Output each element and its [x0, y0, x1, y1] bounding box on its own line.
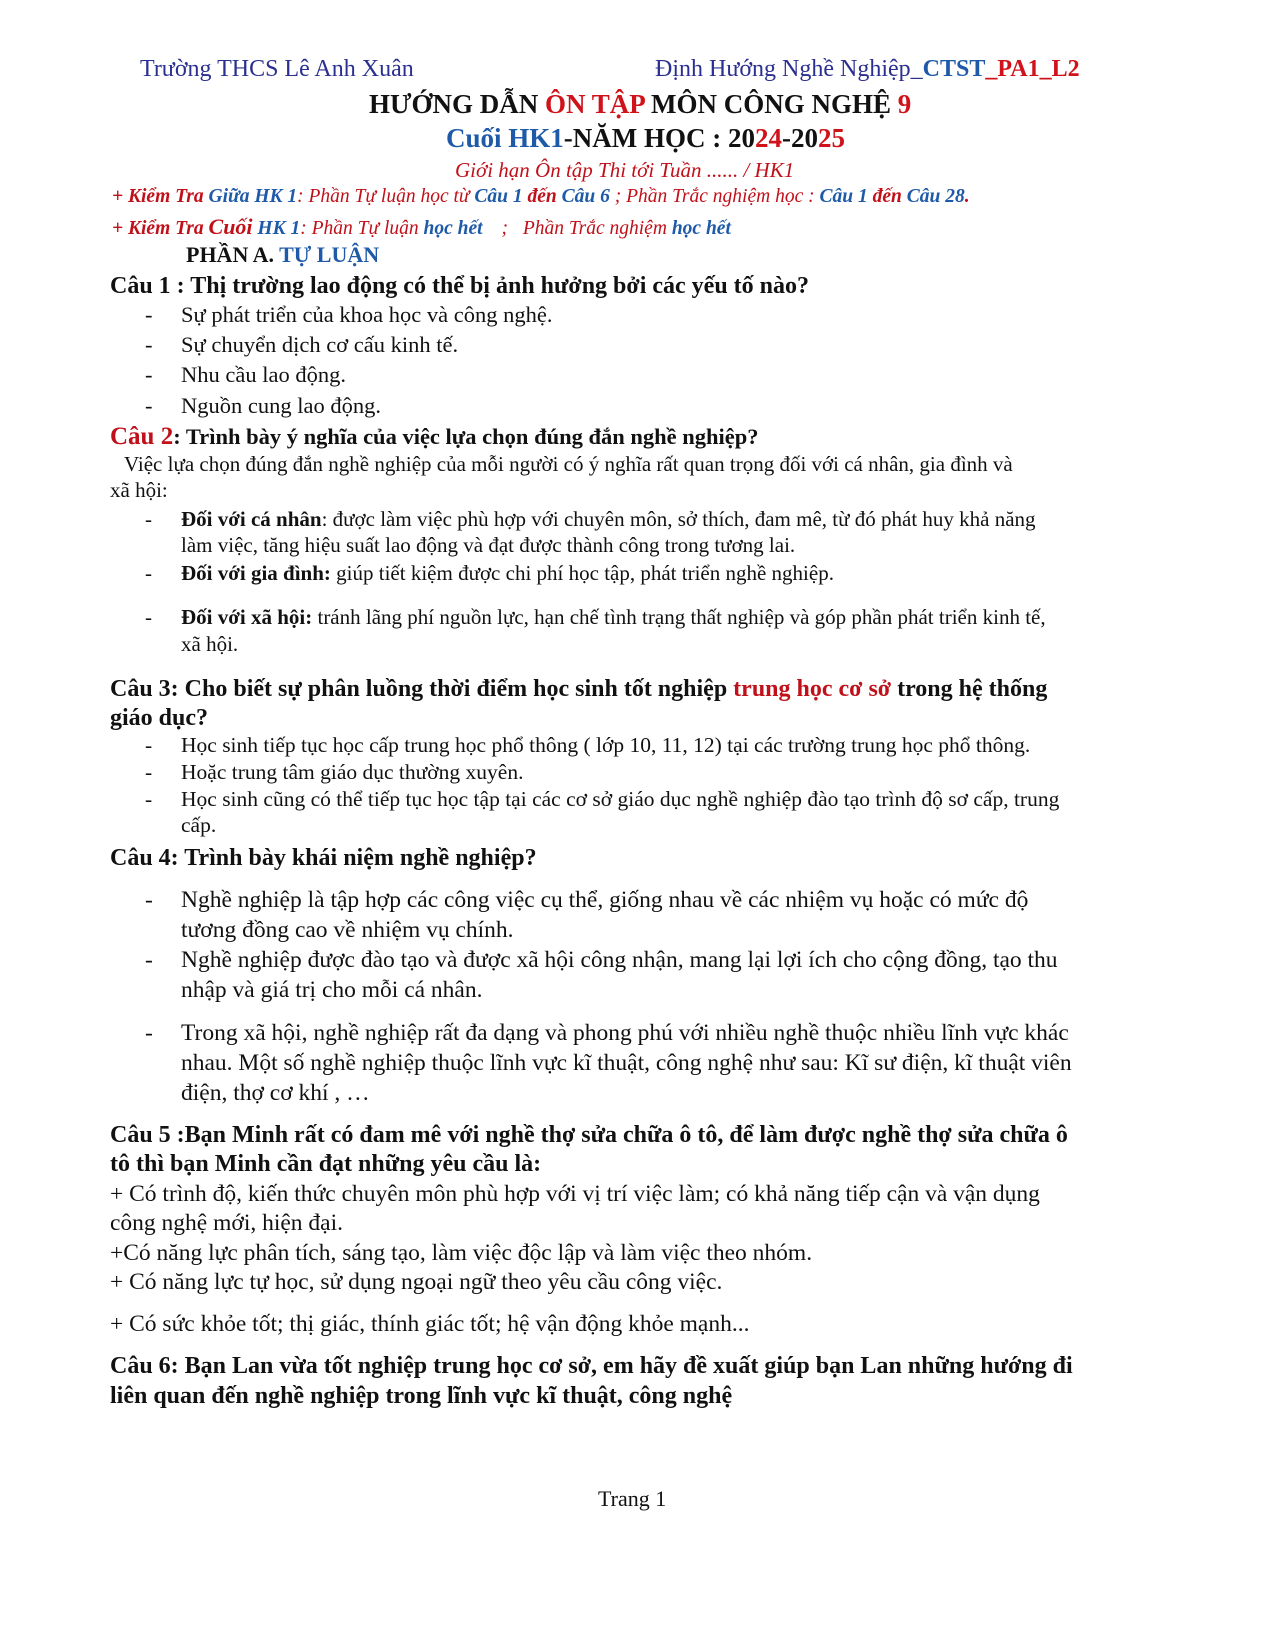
program-prefix: Định Hướng Nghề Nghiệp_: [655, 56, 923, 82]
list-bullet: -: [145, 332, 153, 357]
paragraph: Việc lựa chọn đúng đắn nghề nghiệp của mỗi người có ý nghĩa rất quan trọng đối với cá nhân, gia đình và: [124, 452, 1013, 476]
question-6-title: Câu 6: Bạn Lan vừa tốt nghiệp trung học cơ sở, em hãy đề xuất giúp bạn Lan những hướng đi: [110, 1353, 1073, 1379]
paragraph: + Có trình độ, kiến thức chuyên môn phù hợp với vị trí việc làm; có khả năng tiếp cận và vận dụng: [110, 1181, 1040, 1207]
title-part: HƯỚNG DẪN: [369, 89, 539, 119]
section-heading: [186, 242, 379, 268]
note-part: .: [964, 186, 970, 207]
item-text: giúp tiết kiệm được chi phí học tập, phát triển nghề nghiệp.: [330, 561, 834, 585]
list-bullet: -: [145, 393, 153, 418]
note-part: + Kiểm Tra: [112, 218, 204, 239]
note-part: đến: [872, 186, 902, 207]
program-label: [655, 56, 1080, 83]
note-part: : Phần Tự luận học từ: [297, 186, 470, 207]
title-grade: 9: [897, 89, 912, 119]
list-bullet: -: [145, 787, 153, 811]
note-part: HK 1: [254, 186, 298, 207]
title-year-part: 24: [755, 123, 782, 153]
question-text: Câu 3: Cho biết sự phân luồng thời điểm học sinh tốt nghiệp: [110, 676, 728, 702]
list-bullet: -: [145, 733, 153, 757]
list-bullet: -: [145, 760, 153, 784]
list-item-cont: tương đồng cao về nhiệm vụ chính.: [181, 917, 514, 943]
list-item: [181, 605, 1046, 630]
note-part: học hết: [423, 218, 483, 239]
title-year-part: -20: [782, 123, 818, 153]
question-3-title: [110, 676, 1047, 703]
note-part: + Kiểm Tra: [112, 186, 204, 207]
review-limit: Giới hạn Ôn tập Thi tới Tuần ...... / HK1: [455, 158, 795, 182]
question-2-title: [110, 423, 759, 451]
note-part: Giữa: [208, 186, 250, 207]
list-item: Học sinh cũng có thể tiếp tục học tập tại các cơ sở giáo dục nghề nghiệp đào tạo trình độ sơ cấp, trung: [181, 787, 1060, 811]
list-item: Học sinh tiếp tục học cấp trung học phổ thông ( lớp 10, 11, 12) tại các trường trung học phổ thông.: [181, 733, 1031, 757]
note-part: HK 1: [257, 218, 301, 239]
question-4-title: Câu 4: Trình bày khái niệm nghề nghiệp?: [110, 845, 537, 871]
question-text: trong hệ thống: [897, 676, 1048, 702]
program-code-a: CTST: [922, 56, 986, 82]
list-item: Hoặc trung tâm giáo dục thường xuyên.: [181, 760, 524, 784]
question-3-title-cont: giáo dục?: [110, 705, 209, 731]
item-lead: Đối với xã hội:: [181, 605, 313, 629]
question-1-title: Câu 1 : Thị trường lao động có thể bị ảnh hưởng bởi các yếu tố nào?: [110, 273, 809, 299]
paragraph: công nghệ mới, hiện đại.: [110, 1210, 344, 1236]
note-part: ;: [501, 218, 508, 239]
question-5-title-cont: tô thì bạn Minh cần đạt những yêu cầu là:: [110, 1151, 542, 1177]
list-item-cont: nhau. Một số nghề nghiệp thuộc lĩnh vực kĩ thuật, công nghệ như sau: Kĩ sư điện, kĩ thuật viên: [181, 1050, 1072, 1076]
item-text: : được làm việc phù hợp với chuyên môn, sở thích, đam mê, từ đó phát huy khả năng: [321, 507, 1036, 531]
list-bullet: -: [145, 605, 152, 629]
page-title-line1: [369, 89, 911, 120]
item-lead: Đối với gia đình:: [181, 561, 331, 585]
title-year-label: -NĂM HỌC : 20: [563, 123, 755, 153]
list-item-cont: cấp.: [181, 813, 217, 837]
final-note: [112, 214, 731, 240]
paragraph: + Có năng lực tự học, sử dụng ngoại ngữ theo yêu cầu công việc.: [110, 1269, 723, 1295]
list-item-cont: điện, thợ cơ khí , …: [181, 1080, 370, 1106]
question-6-title-cont: liên quan đến nghề nghiệp trong lĩnh vực kĩ thuật, công nghệ: [110, 1383, 733, 1409]
title-term: Cuối HK1: [446, 123, 564, 153]
list-bullet: -: [145, 947, 153, 973]
note-part: : Phần Tự luận: [300, 218, 419, 239]
title-highlight: ÔN TẬP: [545, 89, 645, 119]
note-part: đến: [527, 186, 557, 207]
page-title-line2: [446, 123, 845, 154]
list-item-cont: làm việc, tăng hiệu suất lao động và đạt được thành công trong tương lai.: [181, 533, 796, 557]
note-part: ; Phần Trắc nghiệm học :: [614, 186, 815, 207]
question-text: : Trình bày ý nghĩa của việc lựa chọn đúng đắn nghề nghiệp?: [173, 424, 759, 449]
note-part: Câu 1: [474, 186, 523, 207]
list-item: [181, 507, 1036, 532]
midterm-note: [112, 186, 970, 208]
program-code-b: _PA1_L2: [985, 56, 1080, 82]
note-part: Câu 28: [906, 186, 965, 207]
paragraph: +Có năng lực phân tích, sáng tạo, làm việc độc lập và làm việc theo nhóm.: [110, 1240, 813, 1266]
note-part: Cuối: [208, 214, 253, 239]
question-highlight: trung học cơ sở: [733, 676, 892, 702]
list-item: [181, 561, 834, 586]
paragraph: + Có sức khỏe tốt; thị giác, thính giác tốt; hệ vận động khỏe mạnh...: [110, 1311, 750, 1337]
note-part: Câu 6: [561, 186, 610, 207]
title-year-part: 25: [818, 123, 845, 153]
list-item: Nguồn cung lao động.: [181, 393, 381, 418]
list-item: Sự phát triển của khoa học và công nghệ.: [181, 302, 553, 327]
item-lead: Đối với cá nhân: [181, 507, 322, 531]
list-bullet: -: [145, 887, 153, 913]
item-text: tránh lãng phí nguồn lực, hạn chế tình trạng thất nghiệp và góp phần phát triển kinh tế,: [312, 605, 1046, 629]
list-bullet: -: [145, 1020, 153, 1046]
note-part: Câu 1: [819, 186, 868, 207]
list-item-cont: nhập và giá trị cho mỗi cá nhân.: [181, 977, 483, 1003]
list-bullet: -: [145, 362, 153, 387]
list-bullet: -: [145, 561, 152, 585]
list-item: Nghề nghiệp được đào tạo và được xã hội công nhận, mang lại lợi ích cho cộng đồng, tạo thu: [181, 947, 1058, 973]
note-part: học hết: [671, 218, 731, 239]
paragraph: xã hội:: [110, 478, 168, 502]
question-label: Câu 2: [110, 423, 174, 450]
section-name: TỰ LUẬN: [279, 242, 380, 267]
list-item: Trong xã hội, nghề nghiệp rất đa dạng và phong phú với nhiều nghề thuộc nhiều lĩnh vực khác: [181, 1020, 1069, 1046]
title-part: MÔN CÔNG NGHỆ: [651, 89, 892, 119]
list-bullet: -: [145, 302, 153, 327]
list-item: Nhu cầu lao động.: [181, 362, 346, 387]
list-item-cont: xã hội.: [181, 632, 239, 656]
note-part: Phần Trắc nghiệm: [522, 218, 667, 239]
list-item: Nghề nghiệp là tập hợp các công việc cụ thể, giống nhau về các nhiệm vụ hoặc có mức độ: [181, 887, 1029, 913]
school-name: Trường THCS Lê Anh Xuân: [140, 56, 414, 82]
section-label: PHẦN A.: [186, 242, 274, 267]
question-5-title: Câu 5 :Bạn Minh rất có đam mê với nghề thợ sửa chữa ô tô, để làm được nghề thợ sửa chữa ô: [110, 1122, 1068, 1148]
page-number: Trang 1: [598, 1486, 667, 1511]
list-bullet: -: [145, 507, 152, 531]
list-item: Sự chuyển dịch cơ cấu kinh tế.: [181, 332, 459, 357]
